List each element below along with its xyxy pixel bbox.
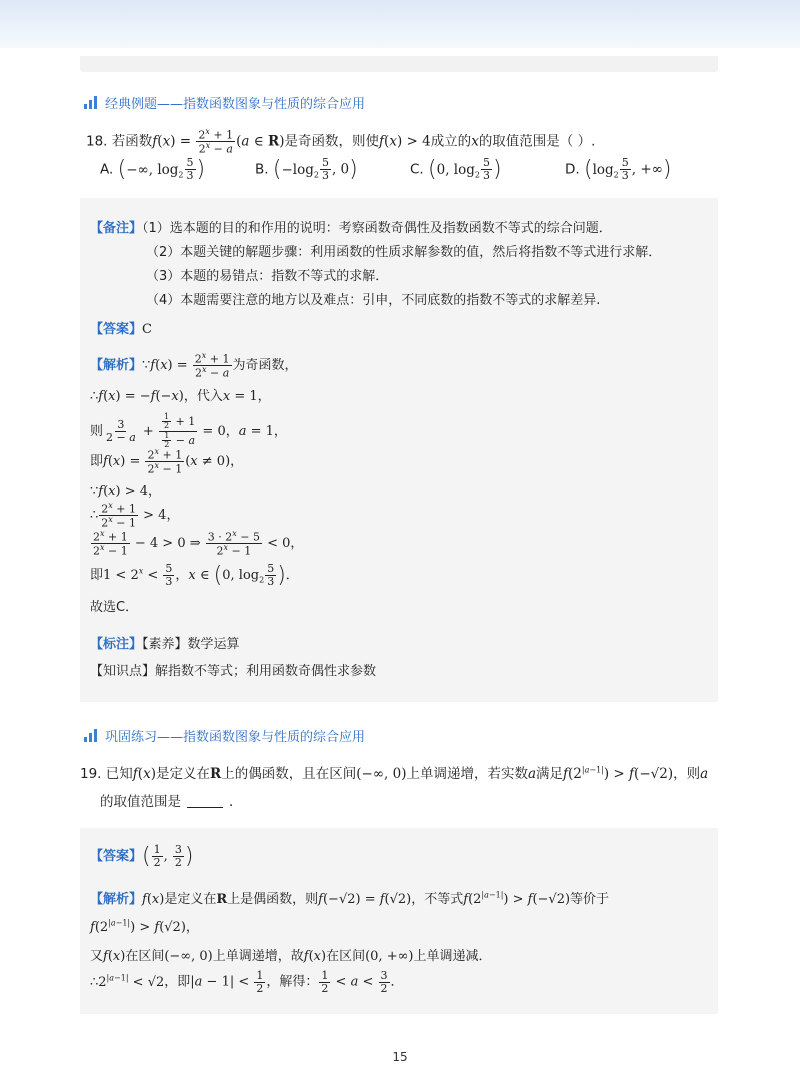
section-heading-example	[84, 92, 365, 112]
question-19-stem-line-1: 19. 已知f(x)是定义在R上的偶函数，且在区间(−∞, 0)上单调递增，若实数a满足$f(2^{|a-1|}) > f(-√2)$，则a	[80, 765, 709, 782]
stem-text: 成立的	[430, 133, 472, 150]
section-title: 经典例题——指数函数图象与性质的综合应用	[105, 96, 366, 112]
analysis-18-line-8: 即$1 < 2^x$ < $\frac{5}{3}$ ，x ∈ (0, $\log_2$ $\frac{5}{3}$ )．	[90, 562, 299, 588]
analysis-18-line-9: 故选C．	[90, 600, 139, 615]
analysis-19-line-4: $\therefore 2^{|a-1|} < √2$，即|a − 1| < $\frac{1}{2}$ ，解得： $\frac{1}{2}$ < a < $\frac{3}{2}$ ．	[90, 969, 404, 995]
stem-text: 是奇函数，则使	[284, 133, 380, 150]
option-label: A.	[100, 161, 114, 178]
option-d: D. ($\log_2$ $\frac{5}{3}$ , +∞)	[565, 156, 672, 182]
analysis-18-line-7: $\frac{2^x + 1}{2^x - 1}$ − 4 > 0 ⇒ $\frac{3 \cdot 2^x - 5}{2^x - 1}$ < 0，	[93, 529, 304, 558]
stem-text: 的取值范围是（ ）.	[478, 133, 596, 150]
note-line-1: 【备注】（1）选本题的目的和作用的说明：考察函数奇偶性及指数函数不等式的综合问题．	[90, 221, 612, 236]
header-band	[0, 0, 800, 48]
math-fraction: $\frac{2^x + 1}{2^x - a}$	[198, 127, 234, 156]
answer-19: 【答案】( $\frac{1}{2}$ , $\frac{3}{2}$ )	[90, 843, 194, 869]
option-label: B.	[255, 161, 269, 178]
section-heading-practice	[84, 725, 365, 745]
note-tag: 【备注】	[90, 221, 143, 236]
option-c: C. (0, $\log_2$ $\frac{5}{3}$ )	[410, 156, 502, 182]
bar-chart-icon	[84, 96, 97, 109]
option-a: A. (−∞, $\log_2$ $\frac{5}{3}$ )	[100, 156, 206, 182]
analysis-18-line-6: ∴ $\frac{2^x + 1}{2^x - 1}$ > 4，	[90, 501, 180, 530]
answer-18: 【答案】C	[90, 322, 152, 337]
question-18-stem: 18. 若函数f(x) = $\frac{2^x + 1}{2^x - a}$ (a ∈ R)是奇函数，则使f(x) > 4成立的x的取值范围是（ ）.	[86, 127, 596, 156]
analysis-19-line-2: $f(2^{|a-1|}) > f(√2)$，	[90, 918, 199, 935]
bar-chart-icon	[84, 729, 97, 742]
question-19-stem-line-2: 的取值范围是 ．	[100, 794, 243, 810]
note-line-2: （2）本题关键的解题步骤：利用函数的性质求解参数的值，然后将指数不等式进行求解．	[146, 245, 662, 260]
analysis-19-line-3: 又f(x)在区间(−∞, 0)上单调递增，故f(x)在区间(0, +∞)上单调递减．	[90, 949, 492, 964]
note-line-3: （3）本题的易错点：指数不等式的求解．	[146, 269, 389, 284]
option-label: D.	[565, 161, 580, 178]
question-number: 18.	[86, 133, 108, 150]
answer-blank	[187, 807, 223, 808]
analysis-18-line-1: 【解析】∵f(x) = $\frac{2^x + 1}{2^x - a}$ 为奇函数，	[90, 351, 298, 380]
knowledge-18: 【知识点】解指数不等式；利用函数奇偶性求参数	[90, 664, 377, 679]
option-label: C.	[410, 161, 424, 178]
stem-text: 若函数	[111, 133, 153, 150]
analysis-18-line-5: ∵f(x) > 4，	[90, 484, 162, 499]
question-number: 19.	[80, 766, 102, 782]
analysis-18-line-4: 即f(x) = $\frac{2^x + 1}{2^x - 1}$ (x ≠ 0)，	[90, 447, 244, 476]
option-b: B. ($-\log_2$ $\frac{5}{3}$ , 0)	[255, 156, 358, 182]
math-fx: f	[152, 133, 158, 150]
analysis-18-line-2: ∴f(x) = −f(−x)，代入x = 1，	[90, 389, 271, 404]
section-title: 巩固练习——指数函数图象与性质的综合应用	[105, 729, 366, 745]
biaozhu-18: 【标注】【素养】数学运算	[90, 637, 240, 652]
page-number: 15	[392, 1050, 408, 1064]
analysis-18-line-3: 则 $\frac{3}{2 - a}$ + $\frac{1}{2}$ + 1 $\frac{1}{2}$ − a = 0，a = 1，	[90, 412, 287, 450]
analysis-19-line-1: 【解析】f(x)是定义在R上是偶函数，则f(−√2) = f(√2)，不等式$f(2^{|a-1|}) > f(-√2)$等价于	[90, 890, 610, 907]
previous-block-edge	[80, 56, 718, 72]
note-line-4: （4）本题需要注意的地方以及难点：引申，不同底数的指数不等式的求解差异.	[146, 293, 601, 308]
